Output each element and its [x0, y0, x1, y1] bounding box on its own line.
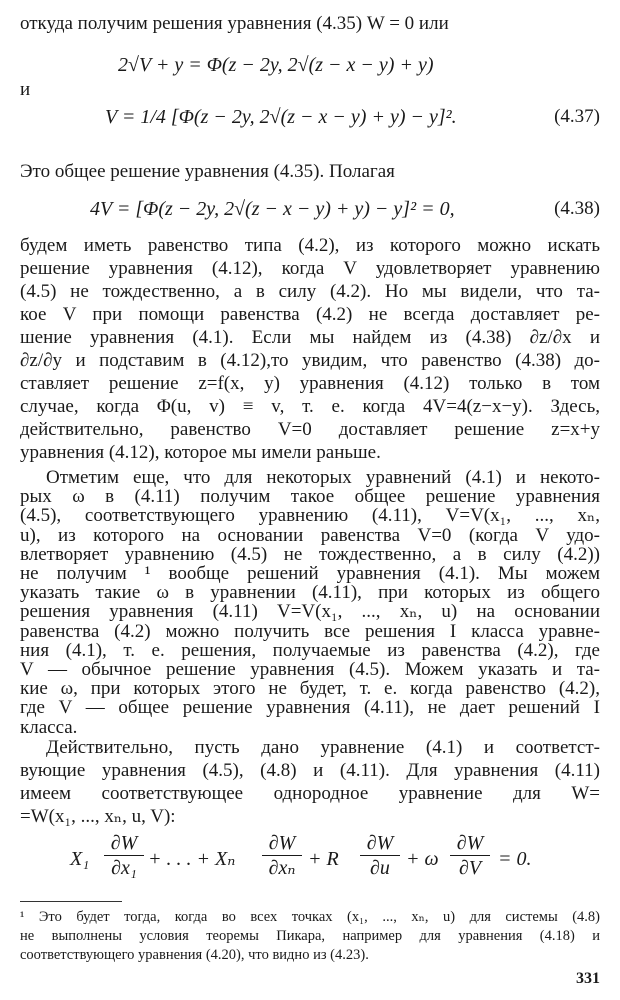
paragraph-line: класса.: [20, 716, 78, 738]
eq-term-end: = 0.: [498, 848, 532, 870]
paragraph-line: действительно, равенство V=0 доставляет решение z=x+y: [20, 419, 600, 440]
paragraph-line: ния (4.1), т. е. решения, получаемые из равенства (4.2), где: [20, 639, 600, 661]
paragraph-line: кие ω, при которых этого не будет, т. е. когда равенство (4.2),: [20, 678, 600, 700]
paragraph-line: случае, когда Φ(u, v) ≡ v, т. е. когда 4V=4(z−x−y). Здесь,: [20, 396, 600, 417]
eq-term-r: + R: [308, 848, 339, 870]
paragraph-line: влетворяет уравнению (4.5) не тождественно, а в силу (4.2)): [20, 543, 600, 565]
paragraph-line: имеем соответствующее однородное уравнение для W=: [20, 783, 600, 804]
formula-4-38: 4V = [Φ(z − 2y, 2√(z − x − y) + y) − y]² = 0,: [90, 198, 455, 220]
paragraph-line: решения уравнения (4.11) V=V(x₁, ..., xₙ, u) на основании: [20, 601, 600, 623]
eq-frac-dw-dx1: ∂W ∂x₁: [104, 832, 144, 879]
page-number: 331: [576, 970, 600, 987]
paragraph-line: шение уравнения (4.1). Если мы найдем из (4.38) ∂z/∂x и: [20, 327, 600, 348]
paragraph-line: рых ω в (4.11) получим такое общее решение уравнения: [20, 486, 600, 508]
paragraph-line: будем иметь равенство типа (4.2), из которого можно искать: [20, 235, 600, 256]
paragraph-line: вующие уравнения (4.5), (4.8) и (4.11). Для уравнения (4.11): [20, 760, 600, 781]
paragraph-line: (4.5), соответствующего уравнению (4.11), V=V(x₁, ..., xₙ,: [20, 505, 600, 527]
text-line: откуда получим решения уравнения (4.35) W = 0 или: [20, 13, 449, 34]
paragraph-line: равенства (4.2) можно получить все решения I класса уравне-: [20, 620, 600, 642]
paragraph-line: не получим ¹ вообще решений уравнения (4.1). Мы можем: [20, 563, 600, 584]
paragraph-line: =W(x₁, ..., xₙ, u, V):: [20, 806, 176, 827]
paragraph-line: кое V при помощи равенства (4.2) не всегда доставляет ре-: [20, 304, 600, 325]
paragraph-line: Отметим еще, что для некоторых уравнений (4.1) и некото-: [46, 467, 600, 488]
eq-frac-dw-dv: ∂W ∂V: [450, 832, 490, 879]
paragraph-line: u), из которого на основании равенства V=0 (когда V удо-: [20, 524, 600, 546]
conjunction: и: [20, 79, 31, 100]
eq-term-omega: + ω: [406, 848, 439, 870]
footnote-rule: [20, 901, 122, 902]
paragraph-line: V — обычное решение уравнения (4.5). Можем указать и та-: [20, 659, 600, 680]
footnote-line: соответствующего уравнения (4.20), что видно из (4.23).: [20, 947, 369, 963]
eq-frac-dw-du: ∂W ∂u: [360, 832, 400, 879]
formula-line: 2√V + y = Φ(z − 2y, 2√(z − x − y) + y): [118, 54, 434, 76]
eq-frac-dw-dxn: ∂W ∂xₙ: [262, 832, 302, 879]
paragraph-line: ∂z/∂y и подставим в (4.12),то увидим, что равенство (4.38) до-: [20, 350, 600, 371]
paragraph-line: где V — общее решение уравнения (4.11), не дает решений I: [20, 697, 600, 719]
paragraph-line: решение уравнения (4.12), когда V удовлетворяет уравнению: [20, 258, 600, 279]
footnote-line: не выполнены условия теоремы Пикара, например для уравнения (4.18) и: [20, 928, 600, 944]
paragraph-line: ставляет решение z=f(x, y) уравнения (4.12) только в том: [20, 373, 600, 394]
paragraph-line: Действительно, пусть дано уравнение (4.1) и соответст-: [46, 737, 600, 758]
paragraph-line: указать такие ω в уравнении (4.11), при которых из общего: [20, 582, 600, 604]
equation-number: (4.37): [554, 106, 600, 127]
eq-term-dots: + . . . + Xₙ: [148, 848, 236, 870]
equation-number: (4.38): [554, 198, 600, 219]
paragraph-line: уравнения (4.12), которое мы имели раньше.: [20, 442, 381, 463]
footnote-line: ¹ Это будет тогда, когда во всех точках (x₁, ..., xₙ, u) для системы (4.8): [20, 909, 600, 925]
eq-term-x1: X₁: [70, 848, 90, 870]
text-line: Это общее решение уравнения (4.35). Полагая: [20, 161, 395, 182]
paragraph-line: (4.5) не тождественно, а в силу (4.2). Но мы видели, что та-: [20, 281, 600, 302]
formula-4-37: V = 1/4 [Φ(z − 2y, 2√(z − x − y) + y) − y]².: [105, 106, 457, 128]
